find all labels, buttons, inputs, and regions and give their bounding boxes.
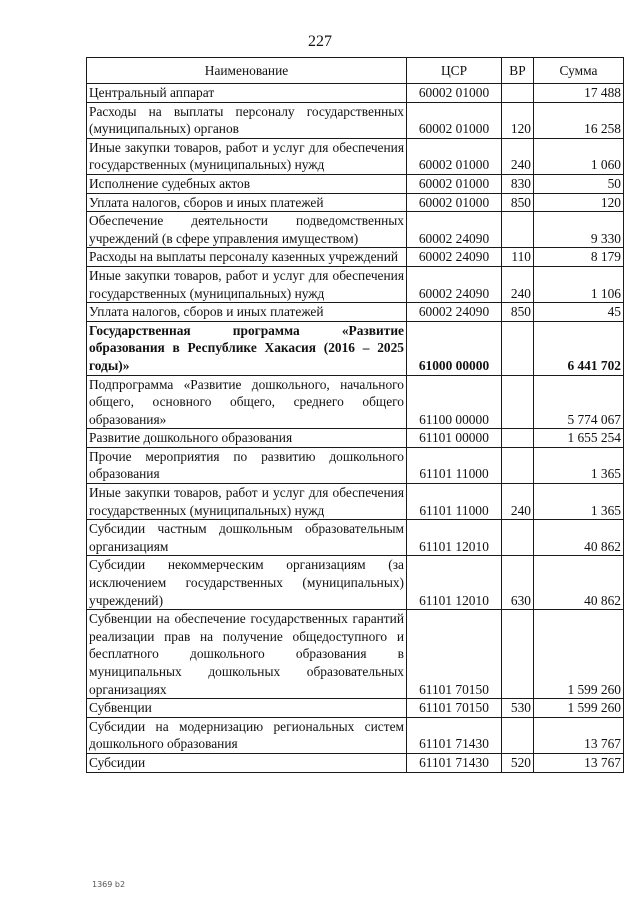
cell-sum: 1 599 260 (534, 610, 624, 699)
cell-name: Субсидии частным дошкольным образовательным организациям (87, 520, 407, 556)
table-row (87, 699, 624, 718)
cell-csr: 60002 01000 (407, 138, 502, 174)
cell-csr: 60002 24090 (407, 303, 502, 322)
cell-csr: 61101 11000 (407, 447, 502, 483)
cell-sum: 5 774 067 (534, 375, 624, 429)
table-row (87, 84, 624, 103)
cell-name: Субвенции на обеспечение государственных гарантий реализации прав на получение общедоступного и бесплатного дошкольного образования в муниципальных дошкольных образовательных организациях (87, 610, 407, 699)
cell-vr (502, 520, 534, 556)
table-row (87, 266, 624, 302)
cell-sum: 13 767 (534, 753, 624, 772)
cell-name: Уплата налогов, сборов и иных платежей (87, 303, 407, 322)
table-row (87, 321, 624, 375)
cell-name: Расходы на выплаты персоналу государственных (муниципальных) органов (87, 102, 407, 138)
cell-vr: 530 (502, 699, 534, 718)
header-vr: ВР (502, 58, 534, 84)
cell-vr (502, 84, 534, 103)
table-row (87, 447, 624, 483)
table-row (87, 753, 624, 772)
cell-vr: 240 (502, 484, 534, 520)
cell-sum: 1 599 260 (534, 699, 624, 718)
cell-name: Обеспечение деятельности подведомственных учреждений (в сфере управления имуществом) (87, 212, 407, 248)
cell-name: Центральный аппарат (87, 84, 407, 103)
table-row (87, 102, 624, 138)
cell-csr: 60002 24090 (407, 212, 502, 248)
cell-csr: 61101 70150 (407, 699, 502, 718)
cell-csr: 60002 01000 (407, 193, 502, 212)
cell-name: Иные закупки товаров, работ и услуг для обеспечения государственных (муниципальных) нужд (87, 138, 407, 174)
cell-name: Субсидии на модернизацию региональных систем дошкольного образования (87, 717, 407, 753)
cell-name: Подпрограмма «Развитие дошкольного, начального общего, основного общего, среднего общего образования» (87, 375, 407, 429)
cell-sum: 120 (534, 193, 624, 212)
cell-csr: 61101 71430 (407, 717, 502, 753)
cell-name: Уплата налогов, сборов и иных платежей (87, 193, 407, 212)
header-csr: ЦСР (407, 58, 502, 84)
cell-sum: 1 106 (534, 266, 624, 302)
table-body (87, 84, 624, 773)
cell-name: Субсидии (87, 753, 407, 772)
cell-csr: 60002 24090 (407, 266, 502, 302)
table-row (87, 556, 624, 610)
footer-code: 1369 b2 (92, 880, 126, 889)
cell-sum: 45 (534, 303, 624, 322)
cell-name: Государственная программа «Развитие образования в Республике Хакасия (2016 – 2025 годы)» (87, 321, 407, 375)
cell-sum: 40 862 (534, 556, 624, 610)
cell-sum: 1 365 (534, 484, 624, 520)
cell-vr (502, 375, 534, 429)
cell-vr (502, 429, 534, 448)
cell-csr: 60002 24090 (407, 248, 502, 267)
cell-csr: 60002 01000 (407, 102, 502, 138)
table-row (87, 484, 624, 520)
cell-vr (502, 321, 534, 375)
cell-vr (502, 447, 534, 483)
header-name: Наименование (87, 58, 407, 84)
cell-vr (502, 212, 534, 248)
cell-vr: 240 (502, 138, 534, 174)
table-row (87, 193, 624, 212)
cell-sum: 1 655 254 (534, 429, 624, 448)
cell-sum: 17 488 (534, 84, 624, 103)
cell-csr: 61100 00000 (407, 375, 502, 429)
cell-sum: 1 365 (534, 447, 624, 483)
cell-vr (502, 610, 534, 699)
cell-vr: 850 (502, 303, 534, 322)
header-sum: Сумма (534, 58, 624, 84)
cell-csr: 60002 01000 (407, 84, 502, 103)
cell-name: Расходы на выплаты персоналу казенных учреждений (87, 248, 407, 267)
table-row (87, 429, 624, 448)
table-row (87, 303, 624, 322)
cell-csr: 61101 12010 (407, 520, 502, 556)
cell-csr: 61101 70150 (407, 610, 502, 699)
cell-name: Иные закупки товаров, работ и услуг для обеспечения государственных (муниципальных) нужд (87, 266, 407, 302)
table-row (87, 174, 624, 193)
cell-name: Субвенции (87, 699, 407, 718)
cell-sum: 13 767 (534, 717, 624, 753)
cell-csr: 61101 00000 (407, 429, 502, 448)
table-header-row (87, 58, 624, 84)
table-row (87, 138, 624, 174)
cell-vr: 120 (502, 102, 534, 138)
cell-name: Исполнение судебных актов (87, 174, 407, 193)
cell-vr: 520 (502, 753, 534, 772)
cell-vr: 630 (502, 556, 534, 610)
cell-name: Развитие дошкольного образования (87, 429, 407, 448)
page-number: 227 (308, 33, 332, 50)
table-row (87, 212, 624, 248)
cell-csr: 61101 71430 (407, 753, 502, 772)
cell-vr (502, 717, 534, 753)
cell-name: Прочие мероприятия по развитию дошкольного образования (87, 447, 407, 483)
cell-sum: 1 060 (534, 138, 624, 174)
cell-sum: 50 (534, 174, 624, 193)
cell-sum: 9 330 (534, 212, 624, 248)
cell-csr: 60002 01000 (407, 174, 502, 193)
table-row (87, 375, 624, 429)
cell-sum: 8 179 (534, 248, 624, 267)
cell-name: Субсидии некоммерческим организациям (за исключением государственных (муниципальных) учреждений) (87, 556, 407, 610)
table-row (87, 520, 624, 556)
cell-vr: 850 (502, 193, 534, 212)
cell-vr: 240 (502, 266, 534, 302)
table-row (87, 610, 624, 699)
cell-vr: 110 (502, 248, 534, 267)
budget-table (86, 57, 624, 773)
table-row (87, 717, 624, 753)
cell-vr: 830 (502, 174, 534, 193)
table-row (87, 248, 624, 267)
cell-name: Иные закупки товаров, работ и услуг для обеспечения государственных (муниципальных) нужд (87, 484, 407, 520)
cell-csr: 61000 00000 (407, 321, 502, 375)
cell-csr: 61101 12010 (407, 556, 502, 610)
cell-csr: 61101 11000 (407, 484, 502, 520)
cell-sum: 6 441 702 (534, 321, 624, 375)
cell-sum: 40 862 (534, 520, 624, 556)
cell-sum: 16 258 (534, 102, 624, 138)
